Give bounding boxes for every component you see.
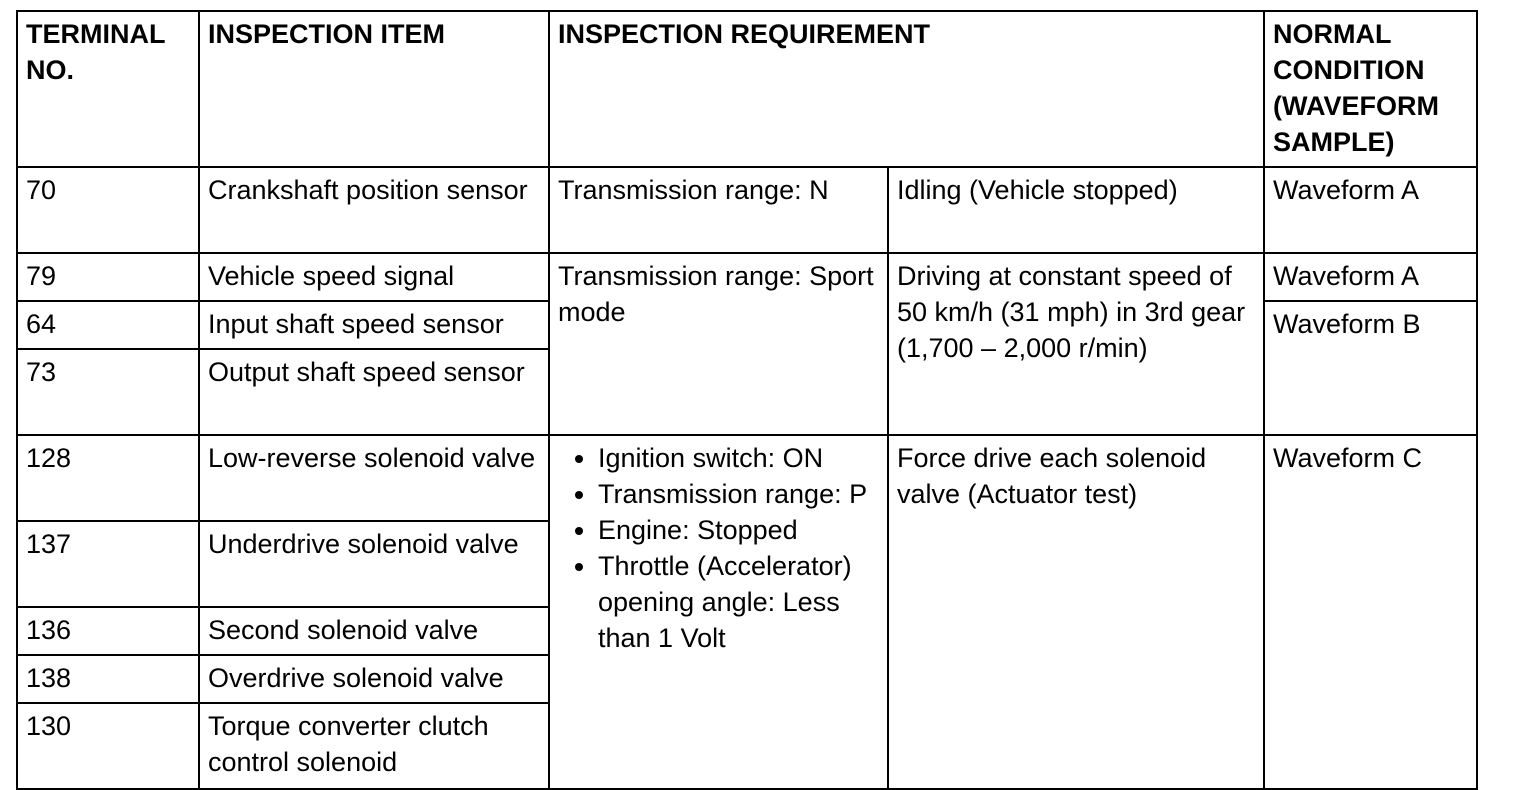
requirement-state-cell: Force drive each solenoid valve (Actuator test): [888, 435, 1264, 789]
header-normal-condition: NORMAL CONDITION (WAVEFORM SAMPLE): [1264, 11, 1477, 167]
item-cell: Underdrive solenoid valve: [199, 521, 549, 607]
terminal-cell: 73: [17, 349, 199, 435]
condition-cell: Waveform A: [1264, 253, 1477, 301]
terminal-cell: 130: [17, 703, 199, 789]
item-cell: Second solenoid valve: [199, 607, 549, 655]
item-cell: Low-reverse solenoid valve: [199, 435, 549, 521]
requirement-range-cell: Transmission range: N: [549, 167, 888, 253]
terminal-cell: 64: [17, 301, 199, 349]
condition-cell: Waveform B: [1264, 301, 1477, 435]
list-item: • Engine: Stopped: [598, 512, 879, 548]
requirement-state-cell: Driving at constant speed of 50 km/h (31 mph) in 3rd gear (1,700 – 2,000 r/min): [888, 253, 1264, 435]
list-item: • Ignition switch: ON: [598, 440, 879, 476]
header-inspection-requirement: INSPECTION REQUIREMENT: [549, 11, 1264, 167]
item-cell: Input shaft speed sensor: [199, 301, 549, 349]
requirement-bullet-list: [558, 440, 879, 656]
terminal-cell: 138: [17, 655, 199, 703]
item-cell: Crankshaft position sensor: [199, 167, 549, 253]
header-inspection-item: INSPECTION ITEM: [199, 11, 549, 167]
condition-cell: Waveform C: [1264, 435, 1477, 789]
header-terminal-no: TERMINAL NO.: [17, 11, 199, 167]
item-cell: Overdrive solenoid valve: [199, 655, 549, 703]
condition-cell: Waveform A: [1264, 167, 1477, 253]
header-row: [17, 11, 1477, 167]
table-row: [17, 167, 1477, 253]
requirement-conditions-cell: [549, 435, 888, 789]
terminal-cell: 137: [17, 521, 199, 607]
item-cell: Vehicle speed signal: [199, 253, 549, 301]
item-cell: Output shaft speed sensor: [199, 349, 549, 435]
item-cell: Torque converter clutch control solenoid: [199, 703, 549, 789]
table-row: [17, 435, 1477, 521]
terminal-cell: 79: [17, 253, 199, 301]
terminal-cell: 70: [17, 167, 199, 253]
inspection-table: [16, 10, 1478, 790]
list-item: • Transmission range: P: [598, 476, 879, 512]
terminal-cell: 128: [17, 435, 199, 521]
requirement-state-cell: Idling (Vehicle stopped): [888, 167, 1264, 253]
terminal-cell: 136: [17, 607, 199, 655]
table-row: [17, 253, 1477, 301]
requirement-range-cell: Transmission range: Sport mode: [549, 253, 888, 435]
list-item: • Throttle (Accelerator) opening angle: Less than 1 Volt: [598, 548, 879, 656]
